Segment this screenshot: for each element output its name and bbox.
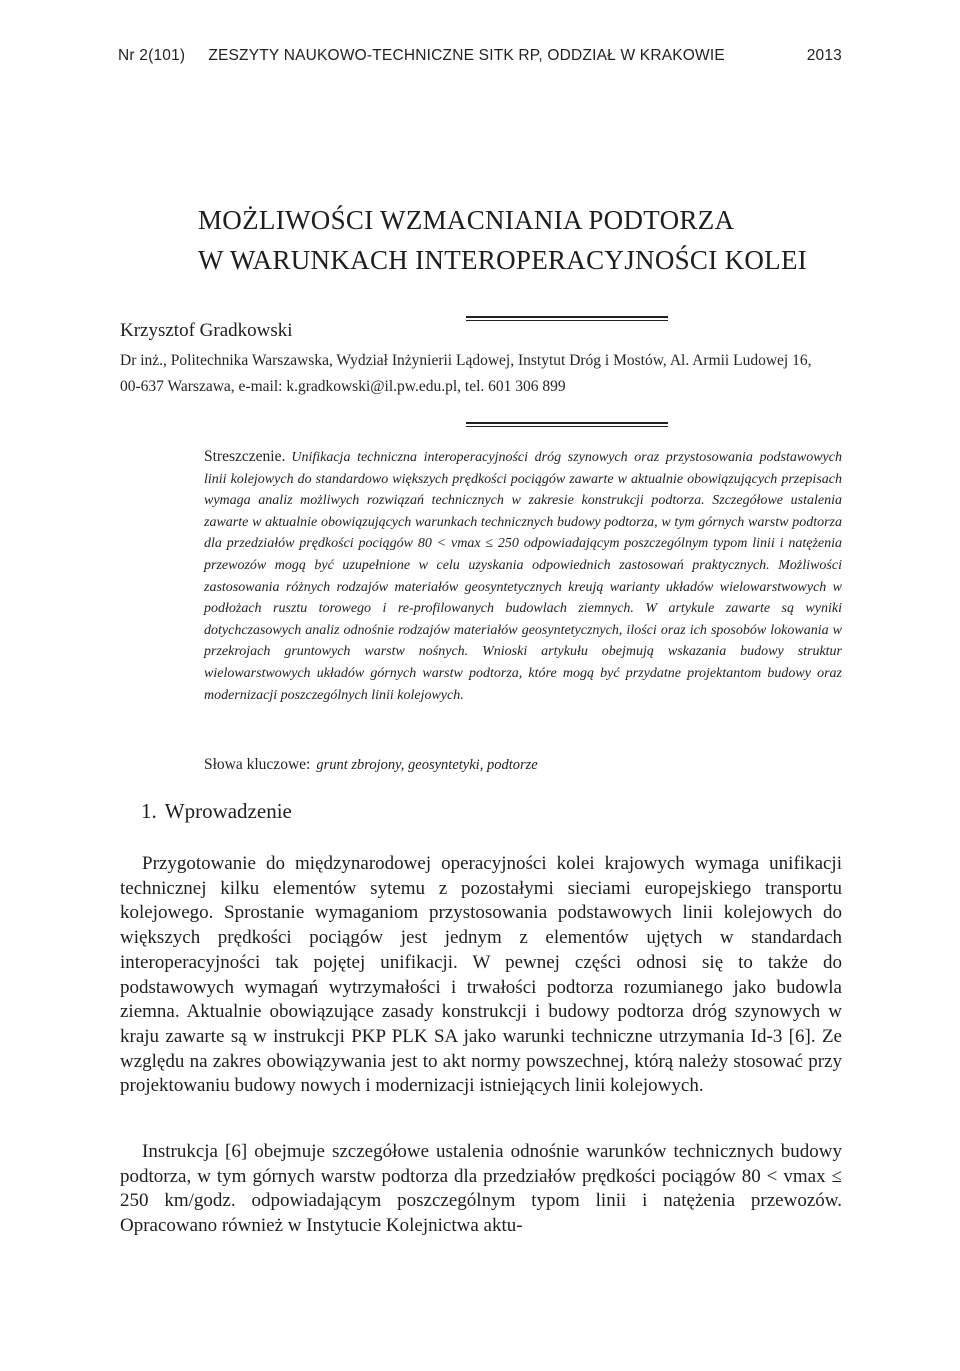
- affiliation-line-1: Dr inż., Politechnika Warszawska, Wydział Inżynierii Lądowej, Instytut Dróg i Mostów, Al. Armii Ludowej 16,: [120, 352, 812, 369]
- keywords: [204, 756, 844, 774]
- publication-year: 2013: [806, 47, 842, 64]
- section-number: 1.: [141, 799, 157, 823]
- keywords-label: Słowa kluczowe:: [204, 756, 311, 773]
- running-header: [118, 47, 842, 65]
- body-paragraph-2: Instrukcja [6] obejmuje szczegółowe ustalenia odnośnie warunków technicznych budowy podtorza, w tym górnych warstw podtorza dla przedziałów prędkości pociągów 80 < vmax ≤ 250 km/godz. odpowiadającym poszczególnym typom linii i natężenia przewozów. Opracowano również w Instytucie Kolejnictwa aktu-: [120, 1141, 842, 1237]
- title-line-2: W WARUNKACH INTEROPERACYJNOŚCI KOLEI: [198, 245, 808, 275]
- body-paragraph-1: Przygotowanie do międzynarodowej operacyjności kolei krajowych wymaga unifikacji technicznej kilku elementów sytemu z pozostałymi sieciami europejskiego transportu kolejowego. Sprostanie wymaganiom przystosowania podstawowych linii kolejowych do większych prędkości pociągów jest jednym z elementów ujętych w standardach interoperacyjności tak pojętej unifikacji. W pewnej części odnosi się to także do podstawowych wymagań wytrzymałości i trwałości podtorza rozumianego jako budowla ziemna. Aktualnie obowiązujące zasady konstrukcji i budowy podtorza dróg szynowych w kraju zawarte są w instrukcji PKP PLK SA jako warunki techniczne utrzymania Id-3 [6]. Ze względu na zakres obowiązywania jest to akt normy powszechnej, którą należy stosować przy projektowaniu budowy nowych i modernizacji istniejących linii kolejowych.: [120, 853, 842, 1097]
- section-title: Wprowadzenie: [164, 799, 292, 823]
- section-heading: [141, 799, 292, 824]
- author-affiliation: [120, 348, 850, 400]
- issue-number: Nr 2(101): [118, 47, 186, 64]
- author-name: Krzysztof Gradkowski: [120, 320, 293, 341]
- affiliation-line-2: 00-637 Warszawa, e-mail: k.gradkowski@il.pw.edu.pl, tel. 601 306 899: [120, 378, 566, 395]
- author-divider-top: [466, 316, 668, 318]
- abstract-label: Streszczenie.: [204, 448, 286, 465]
- title-line-1: MOŻLIWOŚCI WZMACNIANIA PODTORZA: [198, 205, 735, 235]
- author-divider-bottom: [466, 422, 668, 424]
- author-divider-bottom-thin: [466, 426, 668, 427]
- author-divider-top-thin: [466, 320, 668, 321]
- keywords-values: grunt zbrojony, geosyntetyki, podtorze: [316, 757, 538, 773]
- abstract: [204, 446, 842, 706]
- journal-name: ZESZYTY NAUKOWO-TECHNICZNE SITK RP, ODDZIAŁ W KRAKOWIE: [208, 47, 725, 64]
- abstract-text: Unifikacja techniczna interoperacyjności dróg szynowych oraz przystosowania podstawowych linii kolejowych do standardowo większych prędkości pociągów zawarte w aktualnie obowiązujących przepisach wymaga analiz możliwych rozwiązań technicznych w zakresie konstrukcji podtorza. Szczegółowe ustalenia zawarte w aktualnie obowiązujących warunkach technicznych budowy podtorza, w tym górnych warstw podtorza dla przedziałów prędkości pociągów 80 < vmax ≤ 250 odpowiadającym poszczególnym typom linii i natężenia przewozów mogą być uzupełnione w celu uzyskania odpowiednich zastosowań praktycznych. Możliwości zastosowania różnych rodzajów materiałów geosyntetycznych kreują warianty układów wielowarstwowych w podłożach rusztu torowego i re-profilowanych budowlach ziemnych. W artykule zawarte są wyniki dotychczasowych analiz odnośnie rodzajów materiałów geosyntetycznych, ilości oraz ich sposobów lokowania w przekrojach gruntowych warstw nośnych. Wnioski artykułu obejmują wskazania budowy struktur wielowarstwowych układów górnych warstw podtorza, które mogą być przydatne projektantom budowy oraz modernizacji poszczególnych linii kolejowych.: [204, 450, 842, 703]
- article-title: [198, 200, 838, 280]
